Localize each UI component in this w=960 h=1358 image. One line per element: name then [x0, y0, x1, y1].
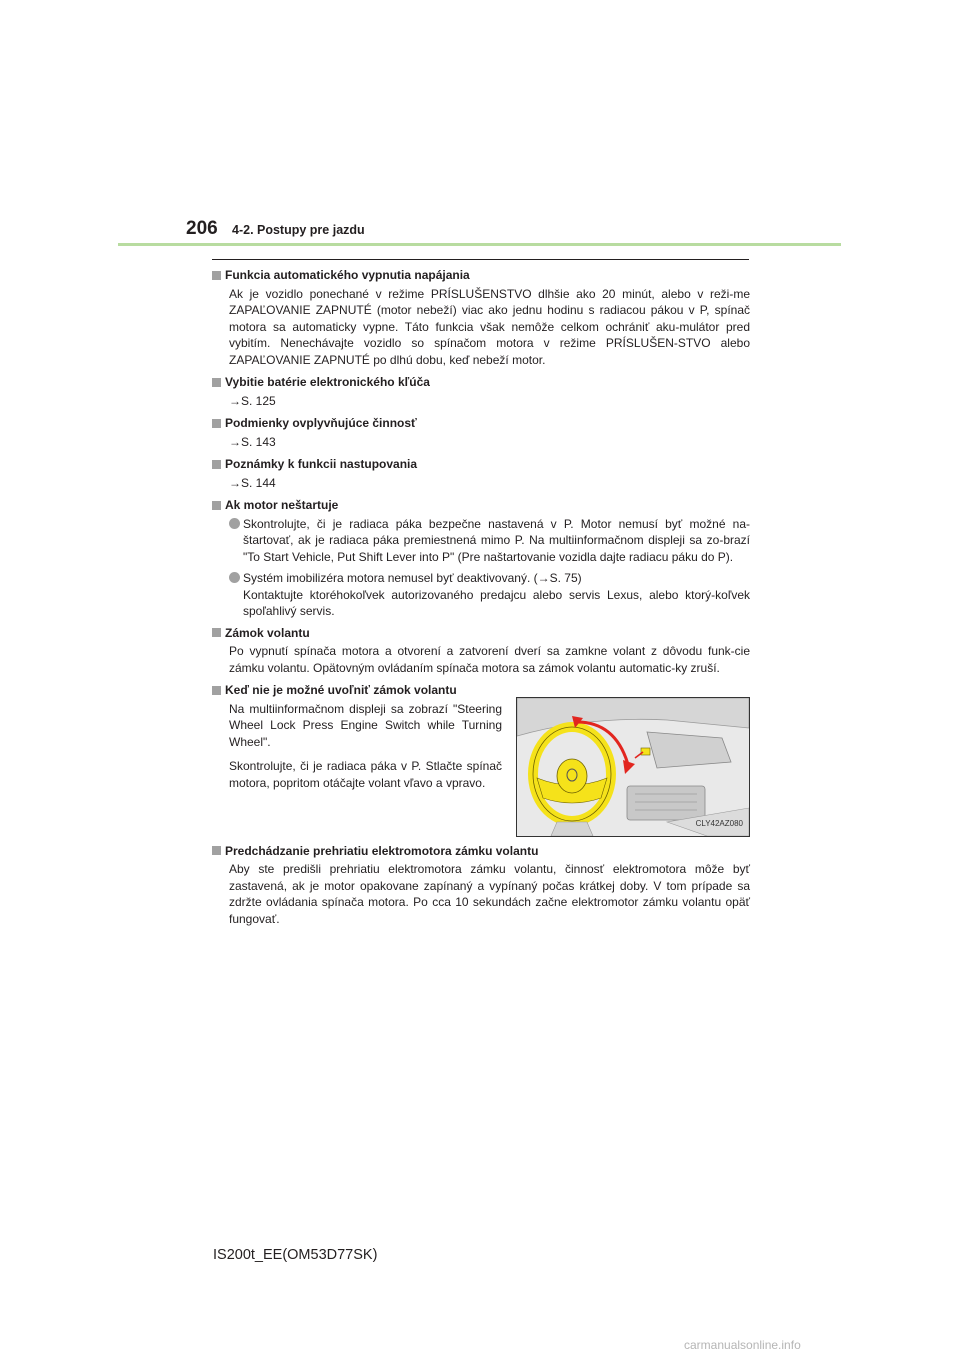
page-content: [212, 267, 750, 927]
section-title: Keď nie je možné uvoľniť zámok volantu: [225, 683, 457, 697]
square-bullet-icon: [212, 378, 221, 387]
circle-bullet-icon: [229, 572, 240, 583]
section-title: Funkcia automatického vypnutia napájania: [225, 268, 470, 282]
square-bullet-icon: [212, 271, 221, 280]
page-header: [186, 218, 365, 240]
list-item-text: Systém imobilizéra motora nemusel byť deaktivovaný. (→S. 75): [243, 571, 582, 585]
section-conditions: [212, 415, 750, 450]
section-body: Po vypnutí spínača motora a otvorení a zatvorení dverí sa zamkne volant z dôvodu funk-cie zámku volantu. Opätovným ovládaním spínača motora sa zámok volantu automatic-ky zruší.: [229, 644, 750, 675]
section-body: Na multiinformačnom displeji sa zobrazí "Steering Wheel Lock Press Engine Switch while Turning Wheel".: [229, 701, 502, 749]
square-bullet-icon: [212, 686, 221, 695]
section-title: Poznámky k funkcii nastupovania: [225, 457, 418, 471]
list-item-text: Skontrolujte, či je radiaca páka bezpečne nastavená v P. Motor nemusí byť možné na-štartovať, ak je radiaca páka premiestnená mimo P. Na multiinformačnom displeji sa zo-brazí "To Start Vehicle, Put Shift Lever into P" (Pre naštartovanie vozidla dajte radiacu páku do P).: [243, 516, 750, 564]
section-lock-motor-overheat: [212, 843, 750, 928]
section-body: Skontrolujte, či je radiaca páka v P. Stlačte spínač motora, popritom otáčajte volant vľavo a vpravo.: [229, 759, 502, 790]
page-reference-link[interactable]: →S. 143: [229, 434, 276, 449]
list-item: [229, 516, 750, 566]
square-bullet-icon: [212, 846, 221, 855]
section-rule: [212, 259, 749, 260]
section-title: Vybitie batérie elektronického kľúča: [225, 375, 430, 389]
page-reference-link[interactable]: →S. 125: [229, 393, 276, 408]
page-number: 206: [186, 218, 218, 239]
section-title: Podmienky ovplyvňujúce činnosť: [225, 416, 417, 430]
square-bullet-icon: [212, 501, 221, 510]
chapter-title: 4-2. Postupy pre jazdu: [232, 223, 365, 237]
section-entry-notes: [212, 456, 750, 491]
section-auto-power-off: [212, 267, 750, 368]
steering-wheel-icon: [517, 698, 749, 836]
watermark-link[interactable]: carmanualsonline.info: [684, 1338, 801, 1352]
steering-wheel-illustration: [516, 697, 750, 837]
section-title: Predchádzanie prehriatiu elektromotora zámku volantu: [225, 843, 539, 858]
square-bullet-icon: [212, 628, 221, 637]
list-item-text: Kontaktujte ktoréhokoľvek autorizovaného predajcu alebo servis Lexus, alebo ktorý-koľvek spoľahlivý servis.: [243, 587, 750, 618]
document-code: IS200t_EE(OM53D77SK): [213, 1247, 378, 1263]
page-reference-link[interactable]: →S. 144: [229, 475, 276, 490]
section-title: Zámok volantu: [225, 625, 310, 640]
square-bullet-icon: [212, 460, 221, 469]
section-steering-lock-release: [212, 682, 750, 837]
section-engine-not-starting: [212, 497, 750, 620]
section-body: Aby ste predišli prehriatiu elektromotora zámku volantu, činnosť elektromotora môže byť zastavená, ak je motor opakovane zapínaný a vypínaný počas krátkej doby. V tom prípade sa zdržte ovládania spínača motora. Po cca 10 sekundách začne elektromotor zámku volantu opäť fungovať.: [229, 862, 750, 926]
section-title: Ak motor neštartuje: [225, 498, 339, 512]
section-steering-lock: [212, 625, 750, 677]
square-bullet-icon: [212, 419, 221, 428]
header-rule: [118, 243, 841, 246]
figure-label: CLY42AZ080: [695, 819, 743, 828]
section-key-battery: [212, 374, 750, 409]
circle-bullet-icon: [229, 518, 240, 529]
list-item: [229, 570, 750, 620]
section-body: Ak je vozidlo ponechané v režime PRÍSLUŠENSTVO dlhšie ako 20 minút, alebo v reži-me ZAPAĽOVANIE ZAPNUTÉ (motor nebeží) viac ako jednu hodinu s radiacou pákou v P, spínač motora sa automaticky vypne. Táto funkcia však nemôže celkom ochrániť aku-mulátor pred vybitím. Nenechávajte vozidlo so spínačom motora v režime PRÍSLUŠEN-STVO alebo ZAPAĽOVANIE ZAPNUTÉ po dlhú dobu, keď nebeží motor.: [229, 286, 750, 367]
